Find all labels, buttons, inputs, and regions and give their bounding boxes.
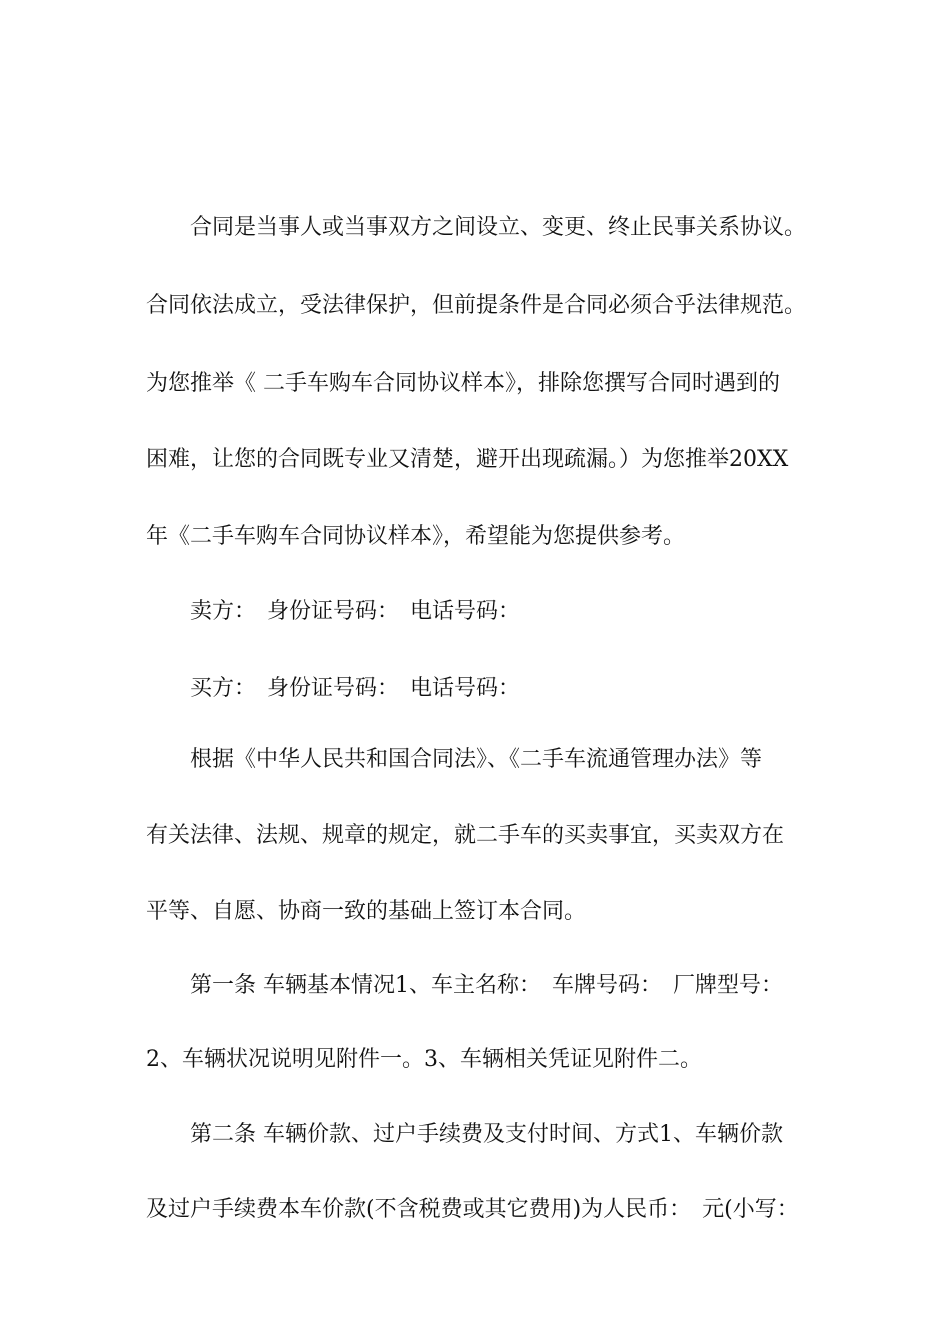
buyer-info-line: 买方： 身份证号码： 电话号码： [190,676,521,701]
paragraph-line: 有关法律、法规、规章的规定，就二手车的买卖事宜，买卖双方在 [146,823,785,848]
paragraph-line: 及过户手续费本车价款(不含税费或其它费用)为人民币： 元(小写： [146,1197,799,1222]
paragraph-line: 合同是当事人或当事双方之间设立、变更、终止民事关系协议。 [190,215,807,240]
paragraph-line: 根据《中华人民共和国合同法》、《二手车流通管理办法》等 [190,747,763,772]
paragraph-line: 年《二手车购车合同协议样本》，希望能为您提供参考。 [146,524,686,549]
paragraph-line: 为您推举《 二手车购车合同协议样本》，排除您撰写合同时遇到的 [146,371,780,396]
seller-info-line: 卖方： 身份证号码： 电话号码： [190,599,521,624]
paragraph-line: 困难，让您的合同既专业又清楚，避开出现疏漏。）为您推举20XX [146,447,789,472]
paragraph-line: 平等、自愿、协商一致的基础上签订本合同。 [146,899,587,924]
article-one-line: 第一条 车辆基本情况1、车主名称： 车牌号码： 厂牌型号： [190,973,783,998]
paragraph-line: 2、车辆状况说明见附件一。3、车辆相关凭证见附件二。 [146,1047,702,1072]
paragraph-line: 合同依法成立，受法律保护，但前提条件是合同必须合乎法律规范。 [146,293,807,318]
article-two-line: 第二条 车辆价款、过户手续费及支付时间、方式1、车辆价款 [190,1122,783,1147]
